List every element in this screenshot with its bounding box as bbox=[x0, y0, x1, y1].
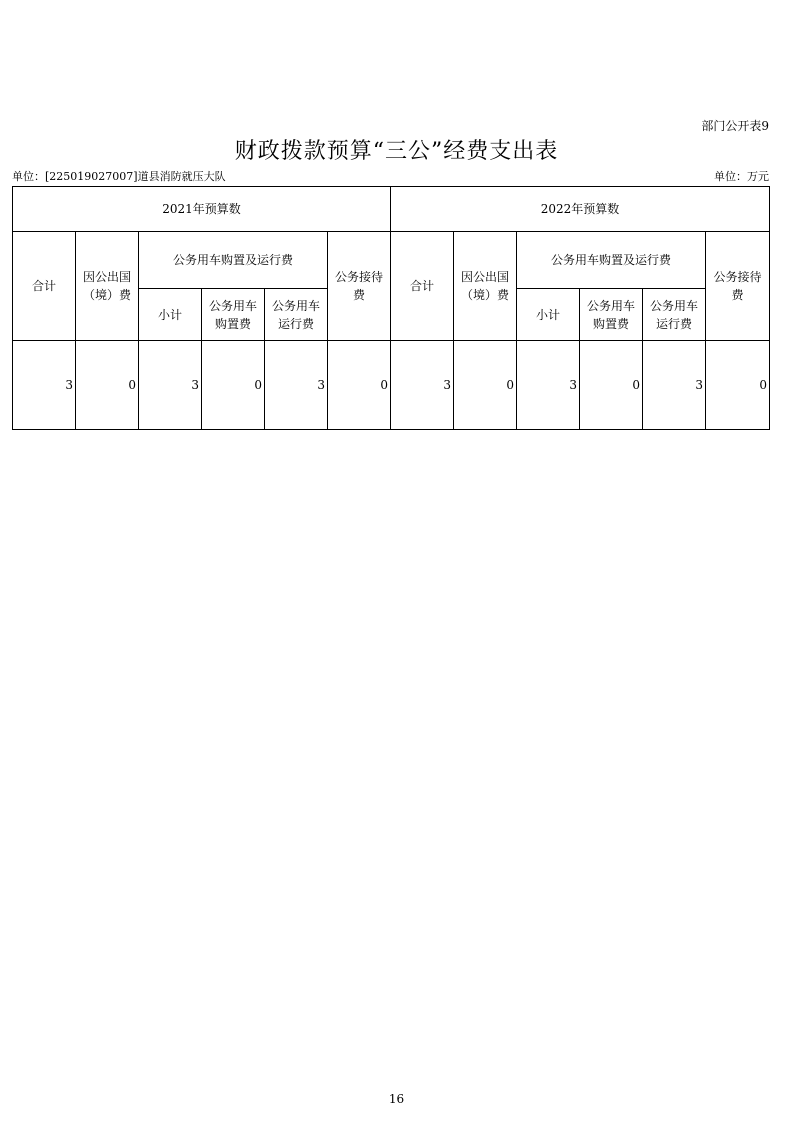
header-row-categories bbox=[13, 232, 770, 289]
page-number: 16 bbox=[388, 1092, 405, 1106]
col-vehicle-group-2021: 公务用车购置及运行费 bbox=[139, 232, 328, 289]
col-vehicle-operation-2021: 公务用车运行费 bbox=[265, 289, 328, 341]
table-cell: 0 bbox=[76, 341, 139, 430]
col-abroad-2022: 因公出国（境）费 bbox=[454, 232, 517, 341]
table-row bbox=[13, 341, 770, 430]
table-cell: 3 bbox=[13, 341, 76, 430]
table-cell: 3 bbox=[391, 341, 454, 430]
unit-label-organization: 单位：[225019027007]道县消防就压大队 bbox=[12, 170, 226, 183]
col-vehicle-purchase-2022: 公务用车购置费 bbox=[580, 289, 643, 341]
col-vehicle-purchase-2021: 公务用车购置费 bbox=[202, 289, 265, 341]
col-vehicle-group-2022: 公务用车购置及运行费 bbox=[517, 232, 706, 289]
col-subtotal-2022: 小计 bbox=[517, 289, 580, 341]
table-cell: 0 bbox=[202, 341, 265, 430]
col-vehicle-operation-2022: 公务用车运行费 bbox=[643, 289, 706, 341]
unit-label-currency: 单位：万元 bbox=[714, 170, 769, 183]
table-cell: 3 bbox=[265, 341, 328, 430]
col-reception-2022: 公务接待费 bbox=[706, 232, 770, 341]
table-cell: 3 bbox=[643, 341, 706, 430]
table-cell: 0 bbox=[580, 341, 643, 430]
col-total-2022: 合计 bbox=[391, 232, 454, 341]
table-cell: 3 bbox=[139, 341, 202, 430]
year-header-2022: 2022年预算数 bbox=[391, 187, 770, 232]
table-cell: 0 bbox=[328, 341, 391, 430]
budget-table bbox=[12, 186, 770, 430]
header-row-years bbox=[13, 187, 770, 232]
year-header-2021: 2021年预算数 bbox=[13, 187, 391, 232]
page-title: 财政拨款预算“三公”经费支出表 bbox=[234, 139, 559, 164]
col-total-2021: 合计 bbox=[13, 232, 76, 341]
col-abroad-2021: 因公出国（境）费 bbox=[76, 232, 139, 341]
table-cell: 0 bbox=[454, 341, 517, 430]
col-reception-2021: 公务接待费 bbox=[328, 232, 391, 341]
table-cell: 3 bbox=[517, 341, 580, 430]
col-subtotal-2021: 小计 bbox=[139, 289, 202, 341]
doc-code: 部门公开表9 bbox=[701, 119, 769, 133]
table-cell: 0 bbox=[706, 341, 770, 430]
